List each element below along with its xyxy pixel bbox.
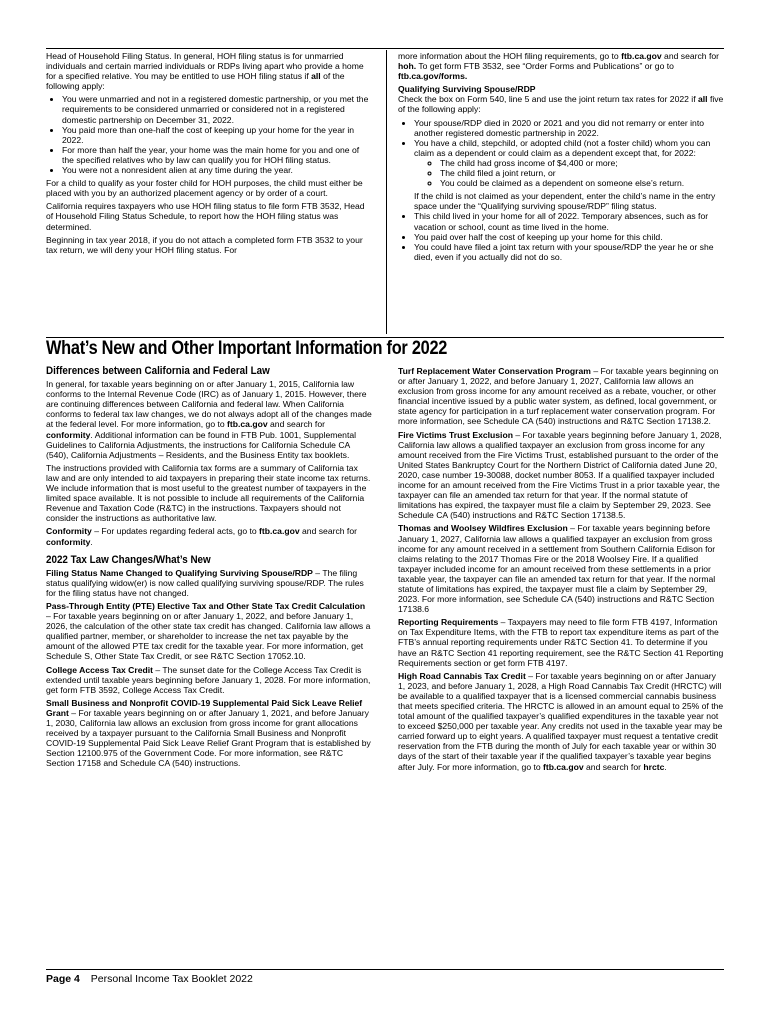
hoh-requirements-list: [46, 94, 372, 175]
list-item: • You paid more than one-half the cost of keeping up your home for the year in 2022.: [62, 125, 372, 145]
small-business-paragraph: Small Business and Nonprofit COVID-19 Supplemental Paid Sick Leave Relief Grant – For taxable years beginning on or after January 1, 2021, and before January 1, 2030, California law allows an exclusion from gross income for grant allocations received by a taxpayer pursuant to the California Small Business and Nonprofit COVID-19 Supplemental Paid Sick Leave Relief Grant Program that is established by Section 12100.975 of the Government Code. For more information, see R&TC Section 17158 and Schedule CA (540) instructions.: [46, 697, 371, 769]
list-item: • You have a child, stepchild, or adopted child (not a foster child) whom you can claim as a dependent or could claim as a dependent except that, for 2022: ◦ The child had gross income of $4,400 or more; ◦ The child filed a joint return, or ◦ You could be claimed as a dependent on someone else’s return. If the child is not claimed as your dependent, enter the child’s name in the entry space under the “Qualifying surviving spouse/RDP” filing status.: [414, 138, 724, 212]
woolsey-paragraph: Thomas and Woolsey Wildfires Exclusion – For taxable years beginning before January 1, 2027, California law allows a qualified taxpayer an exclusion from gross income for any amount received in a settlement from Southern California Edison for claims relating to the 2017 Thomas Fire or the 2018 Woolsey Fire. If a qualified taxpayer included income for an amount received from these settlements in a prior taxable year, the taxpayer can file an amended tax return for that year. If the normal statute of limitations has expired, the taxpayer must file a claim by September 29, 2023. For more information, see Schedule CA (540) instructions and R&TC Section 17138.6: [398, 523, 716, 615]
pte-paragraph: Pass-Through Entity (PTE) Elective Tax and Other State Tax Credit Calculation – For taxable years beginning on or after January 1, 2022, and before January 1, 2026, the calculation of the other state tax credit has changed. California law allows a qualified partner, member, or shareholder to increase the net tax payable by the amount of the allowed PTE tax credit for the taxable year. For more information, get Schedule S, Other State Tax Credit, or see R&TC Section 17052.10.: [46, 600, 371, 662]
qualifying-spouse-intro: Check the box on Form 540, line 5 and use the joint return tax rates for 2022 if all five of the following apply:: [398, 94, 724, 115]
filing-status-paragraph: Filing Status Name Changed to Qualifying Surviving Spouse/RDP – The filing status qualifying widow(er) is now called qualifying surviving spouse/RDP. The rules for the filing status have not changed.: [46, 567, 364, 598]
qualifying-spouse-list: [398, 118, 724, 262]
list-item: • You were not a nonresident alien at any time during the year.: [62, 165, 372, 175]
reporting-paragraph: Reporting Requirements – Taxpayers may need to file form FTB 4197, Information on Tax Expenditure Items, with the FTB to report tax expenditure items as part of the FTB’s annual reporting requirements under R&TC Section 41. To determine if you have an R&TC Section 41 reporting requirement, see the R&TC Section 41 Reporting Requirements section or get form FTB 4197.: [398, 617, 724, 668]
differences-paragraph: In general, for taxable years beginning on or after January 1, 2015, California law conforms to the Internal Revenue Code (IRC) as of January 1, 2015. However, there are continuing differences between California and federal law. When California conforms to federal tax law changes, we do not always adopt all of the changes made at the federal level. For more information, go to ftb.ca.gov and search for conformity. Additional information can be found in FTB Pub. 1001, Supplemental Guidelines to California Adjustments, the instructions for California Schedule CA (540), California Adjustments – Residents, and the Business Entity tax booklets.: [46, 379, 372, 460]
tax-law-changes-heading: 2022 Tax Law Changes/What’s New: [46, 553, 211, 566]
list-item: • You could have filed a joint tax return with your spouse/RDP the year he or she died, even if you actually did not do so.: [414, 242, 724, 262]
booklet-title: Personal Income Tax Booklet 2022: [90, 973, 253, 985]
differences-heading: Differences between California and Federal Law: [46, 365, 270, 377]
turf-paragraph: Turf Replacement Water Conservation Program – For taxable years beginning on or after January 1, 2022, and before January 1, 2027, California law allows an exclusion from gross income for any amount received as a rebate, voucher, or other financial incentive issued by a public water system, as defined, local government, or state agency for participation in a turf replacement water conservation program. For more information, see Schedule CA (540) instructions and R&TC Section 17138.2.: [398, 366, 719, 427]
list-item: • You paid over half the cost of keeping up your home for this child.: [414, 232, 724, 242]
ftb-link[interactable]: ftb.ca.gov: [621, 51, 662, 61]
list-item: • Your spouse/RDP died in 2020 or 2021 and you did not remarry or enter into another registered domestic partnership in 2022.: [414, 118, 724, 138]
list-item: ◦ The child filed a joint return, or: [440, 168, 724, 178]
hoh-intro: Head of Household Filing Status. In general, HOH filing status is for unmarried individuals and certain married individuals or RDPs living apart who provide a home for a specified relative. You may be entitled to use HOH filing status if all of the following apply:: [46, 51, 364, 92]
fire-victims-paragraph: Fire Victims Trust Exclusion – For taxable years beginning before January 1, 2028, California law allows a qualified taxpayer an exclusion from gross income for any amount received from the Fire Victims Trust, established pursuant to the order of the United States Bankruptcy Court for the Northern District of California dated June 20, 2020, case number 19-30088, docket number 8053. If a qualified taxpayer included income for an amount received from the Fire Victims Trust in a prior taxable year, the taxpayer can file an amended tax return for that year. If the normal statute of limitations has expired, the taxpayer must file a claim by September 29, 2023. See Schedule CA (540) instructions and R&TC Section 17138.5.: [398, 429, 722, 521]
ftb3532-paragraph: California requires taxpayers who use HOH filing status to file form FTB 3532, Head of Household Filing Status Schedule, to report how the HOH filing status was determined.: [46, 201, 365, 232]
foster-child-paragraph: For a child to qualify as your foster child for HOH purposes, the child must either be placed with you by an authorized placement agency or by order of a court.: [46, 178, 363, 199]
column-divider: [386, 50, 387, 334]
child-conditions-list: [414, 158, 724, 188]
list-item: • You were unmarried and not in a registered domestic partnership, or you met the requirements to be considered unmarried or considered not in a registered domestic partnership on December 31, 2022.: [62, 94, 372, 124]
hoh-more-info: more information about the HOH filing requirements, go to ftb.ca.gov and search for hoh. To get form FTB 3532, see “Order Forms and Publications” or go to ftb.ca.gov/forms.: [398, 51, 719, 82]
college-access-paragraph: College Access Tax Credit – The sunset date for the College Access Tax Credit is extended until taxable years beginning before January 1, 2028. For more information, get form FTB 3592, College Access Tax Credit.: [46, 664, 371, 695]
hoh-section: [46, 51, 372, 258]
page-footer: [46, 969, 724, 985]
tax-year-2018-paragraph: Beginning in tax year 2018, if you do not attach a completed form FTB 3532 to your tax return, we will deny your HOH filing status. For: [46, 234, 363, 255]
list-item: ◦ You could be claimed as a dependent on someone else’s return.: [440, 178, 724, 188]
top-rule: [46, 48, 724, 49]
qualifying-spouse-section: [398, 51, 724, 265]
page-number: Page 4: [46, 973, 80, 985]
whats-new-left-column: [46, 366, 372, 771]
whats-new-right-column: [398, 366, 724, 775]
ftb-forms-link[interactable]: ftb.ca.gov/forms.: [398, 71, 468, 82]
high-road-paragraph: High Road Cannabis Tax Credit – For taxable years beginning on or after January 1, 2023, and before January 1, 2028, a High Road Cannabis Tax Credit (HRCTC) will be available to a qualified taxpayer that is a licensed commercial cannabis business that meets specified criteria. The HRCTC is allowed in an amount equal to 25% of the total amount of the qualified taxpayer’s qualified expenditures in the taxable year not to exceed $250,000 per taxable year. Any credits not used in the taxable year may be carried forward up to eight years. A qualified taxpayer must request a tentative credit reservation from the FTB during the month of July for each taxable year or within 30 days of the start of their taxable year if the qualified taxpayer’s taxable year begins after July. For more information, go to ftb.ca.gov and search for hrctc.: [398, 670, 724, 772]
qualifying-spouse-heading: Qualifying Surviving Spouse/RDP: [398, 84, 536, 95]
child-note: If the child is not claimed as your dependent, enter the child’s name in the entry space under the “Qualifying surviving spouse/RDP” filing status.: [414, 191, 716, 212]
main-heading: What’s New and Other Important Information for 2022: [46, 338, 448, 359]
ftb-link[interactable]: ftb.ca.gov: [543, 761, 584, 772]
conformity-paragraph: Conformity – For updates regarding federal acts, go to ftb.ca.gov and search for conformity.: [46, 526, 357, 547]
ftb-link[interactable]: ftb.ca.gov: [259, 526, 300, 537]
ftb-link[interactable]: ftb.ca.gov: [227, 419, 268, 430]
list-item: • This child lived in your home for all of 2022. Temporary absences, such as for vacation or school, count as time lived in the home.: [414, 211, 724, 231]
list-item: ◦ The child had gross income of $4,400 or more;: [440, 158, 724, 168]
instructions-paragraph: The instructions provided with California tax forms are a summary of California tax law and are only intended to aid taxpayers in preparing their state income tax returns. We include information that is most useful to the greatest number of taxpayers in the limited space available. It is not possible to include all requirements of the California Revenue and Taxation Code (R&TC) in the instructions. Taxpayers should not consider the instructions as authoritative law.: [46, 462, 371, 524]
list-item: • For more than half the year, your home was the main home for you and one of the specified relatives who by law can qualify you for HOH filing status.: [62, 145, 372, 165]
